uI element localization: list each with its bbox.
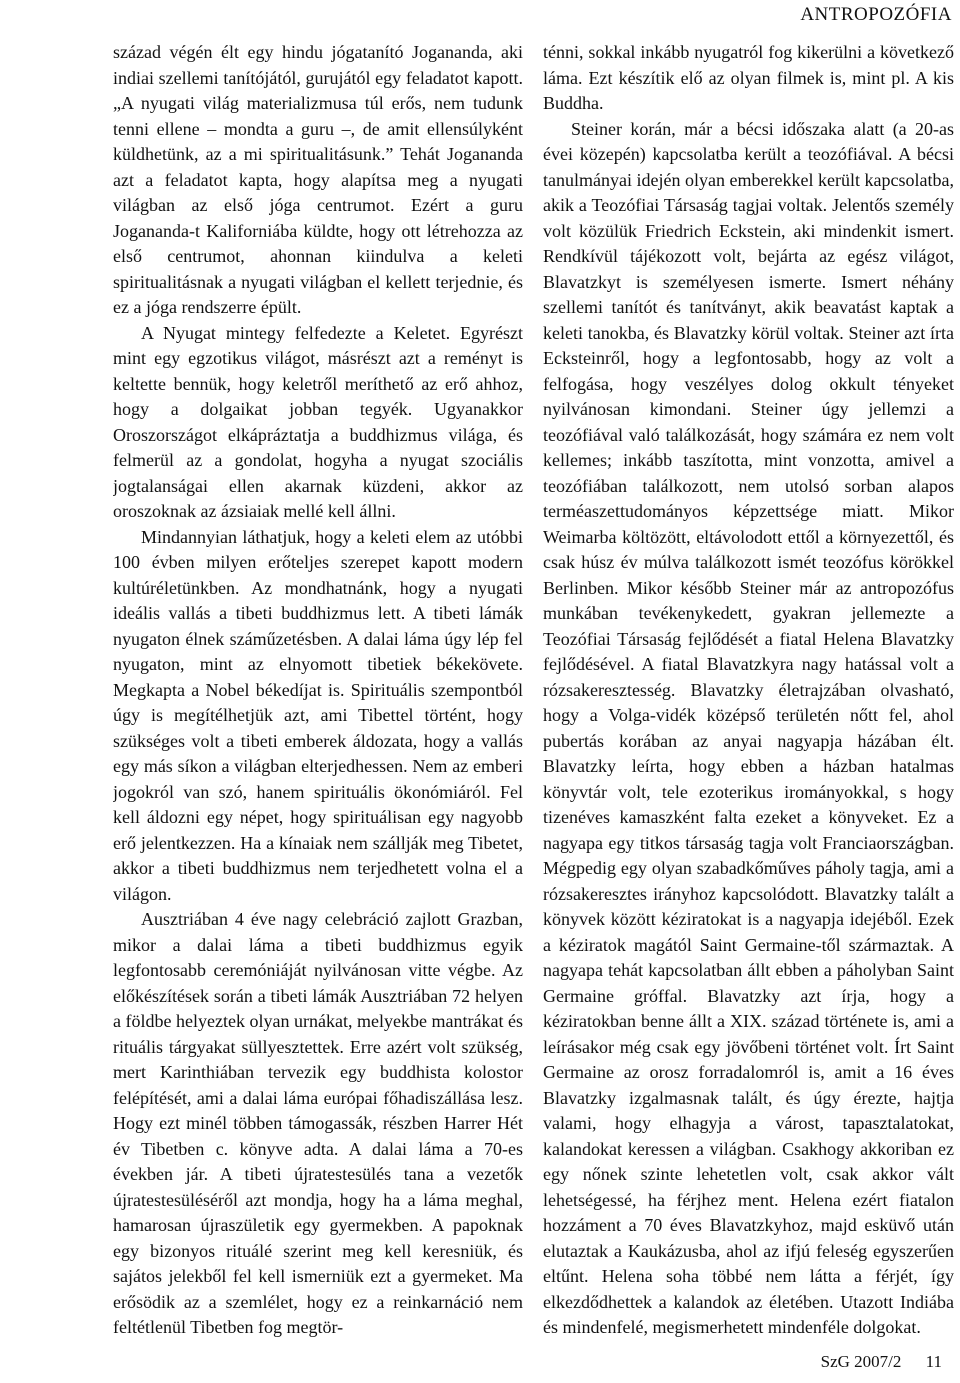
page-number: 11 bbox=[925, 1352, 942, 1371]
paragraph: A Nyugat mintegy felfedezte a Keletet. Egyrészt mint egy egzotikus világot, másrészt azt a reményt is keltette bennük, hogy keletről meríthető az erő ahhoz, hogy a dolgaikat jobban tegyék. Ugyanakkor Oroszországot elkápráztatja a buddhizmus világa, és felmerül az a gondolat, hogyha a nyugat szociális jogtalanságai ellen akarnak küzdeni, akkor az oroszoknak az ázsiaiak mellé kell állni. bbox=[113, 322, 523, 521]
paragraph: század végén élt egy hindu jógatanító Jogananda, aki indiai szellemi tanítójától, gurujától egy feladatot kapott. „A nyugati világ materializmusa túl erős, nem tudunk tenni ellene – mondta a guru –, de amit ellensúlyként küldhetünk, az a mi spiritualitásunk.” Tehát Jogananda azt a feladatot kapta, hogy alapítsa meg a nyugati világban az első jóga centrumot. Ezért a guru Jogananda-t Kaliforniába küldte, hogy ott létrehozza az első centrumot, ahonnan kiindulva a keleti spiritualitásnak a nyugati világban el kellett terjednie, és ez a jóga rendszerre épült. bbox=[113, 42, 523, 317]
left-text-column bbox=[113, 40, 523, 1348]
section-header: ANTROPOZÓFIA bbox=[800, 4, 952, 25]
paragraph: Steiner korán, már a bécsi időszaka alatt (a 20-as évei közepén) kapcsolatba került a teozófiával. A bécsi tanulmányai idején olyan emberekkel került kapcsolatba, akik a Teozófiai Társaság tagjai voltak. Jelentős személy volt közülük Friedrich Eckstein, aki mindenkit ismert. Rendkívül tájékozott volt, bejárta az egész világot, Blavatzkyt is személyesen ismerte. Ismert néhány szellemi tanítót és tanítványt, akik beavatást kaptak a keleti tanokba, és Blavatzky körül voltak. Steiner azt írta Ecksteinről, hogy a legfontosabb, hogy az volt a felfogása, hogy veszélyes dolog okkult tényeket nyilvánosan kimondani. Steiner úgy jellemzi a teozófiával való találkozását, hogy számára ez nem volt kellemes; inkább taszította, mint vonzotta, amivel a teozófiában találkozott, nem utolsó sorban alapos terméaszettudományos képzettsége miatt. Mikor Weimarba költözött, eltávolodott ettől a környezettől, és csak húsz év múlva találkozott ismét teozófus körökkel Berlinben. Mikor később Steiner már az antropozófus munkában tevékenykedett, gyakran jellemezte a Teozófiai Társaság fejlődését a fiatal Helena Blavatzky fejlődésével. A fiatal Blavatzkyra nagy hatással volt a rózsakeresztesség. Blavatzky életrajzában olvasható, hogy a Volga-vidék középső területén nőtt fel, ahol pubertás korában az anyai nagyapja házában élt. Blavatzky leírta, hogy ebben a házban hatalmas könyvtár volt, tele ezoterikus irományokkal, s hogy tizenéves kamaszként falta ezeket a könyveket. Ez a nagyapa egy titkos társaság tagja volt Franciaországban. Mégpedig egy olyan szabadkőműves páholy tagja, ami a rózsakeresztes irányhoz kapcsolódott. Blavatzky talált a könyvek között kéziratokat is a nagyapja idejéből. Ezek a kéziratok magától Saint Germaine-től származtak. A nagyapa tehát kapcsolatban állt ebben a páholyban Saint Germaine gróffal. Blavatzky azt írja, hogy a kéziratokban benne állt a XIX. század története is, ami a leírásakor még csak egy jövőbeni történet volt. Írt Saint Germaine az orosz forradalomról is, amit a 16 éves Blavatzky izgalmasnak talált, és úgy érezte, hajtja valami, hogy elhagyja a várost, tapasztalatokat, kalandokat keressen a világban. Csakhogy akkoriban ez egy nőnek szinte lehetetlen volt, csak akkor vált lehetségessé, ha férjhez ment. Helena ezért fiatalon hozzáment a 70 éves Blavatzkyhoz, majd esküvő után elutaztak a Kaukázusba, ahol az ifjú feleség egyszerűen eltűnt. Helena soha többé nem látta a férjét, így elkezdődhettek a kalandok az életében. Utazott Indiába és mindenfelé, megismerhetett mindenféle dolgokat. bbox=[543, 118, 954, 1337]
paragraph: Mindannyian láthatjuk, hogy a keleti elem az utóbbi 100 évben milyen erőteljes szerepet kapott modern kultúréletünkben. Az mondhatnánk, hogy a nyugati ideális vallás a tibeti buddhizmus lett. A tibeti lámák nyugaton élnek száműzetésben. A dalai láma úgy lép fel nyugaton, mint az elnyomott tibetiek békekövete. Megkapta a Nobel békedíjat is. Spirituális szempontból úgy is megítélhetjük azt, ami Tibettel történt, hogy szükséges volt a tibeti emberek áldozata, hogy a vallás egy más síkon a világban elterjedhessen. Nem az emberi jogokról van szó, hanem spirituális ökonómiáról. Fel kell áldozni egy népet, hogy spirituálisan egy nagyobb erő jelentkezzen. Ha a kínaiak nem szállják meg Tibetet, akkor a tibeti buddhizmus nem terjedhetett volna el a világon. bbox=[113, 526, 523, 904]
journal-issue: SzG 2007/2 bbox=[820, 1352, 902, 1371]
paragraph: Ausztriában 4 éve nagy celebráció zajlott Grazban, mikor a dalai láma a tibeti buddhizmus egyik legfontosabb ceremóniáját nyilvánosan vitte végbe. Az előkészítések során a tibeti lámák Ausztriában 72 helyen a földbe helyeztek olyan urnákat, melyekbe mantrákat és rituális tárgyakat süllyesztettek. Erre azért volt szükség, mert Karinthiában tervezik egy buddhista kolostor felépítését, ami a dalai láma európai főhadiszállása lesz. Hogy ezt minél többen támogassák, részben Harrer Hét év Tibetben c. könyve adta. A dalai láma a 70-es években jár. A tibeti újratestesülés tana a vezetők újratestesüléséről azt mondja, hogy ha a láma meghal, hamarosan újraszületik egy gyermekben. A papoknak egy bizonyos rituálé szerint meg kell keresniük, és sajátos jelekből fel kell ismerniük ezt a gyermeket. Ma erősödik az a szemlélet, hogy ez a reinkarnáció nem feltétlenül Tibetben fog megtör- bbox=[113, 909, 523, 1337]
paragraph: ténni, sokkal inkább nyugatról fog kikerülni a következő láma. Ezt készítik elő az olyan filmek is, mint pl. A kis Buddha. bbox=[543, 42, 954, 113]
right-text-column bbox=[543, 40, 954, 1348]
page-footer bbox=[821, 1352, 942, 1372]
